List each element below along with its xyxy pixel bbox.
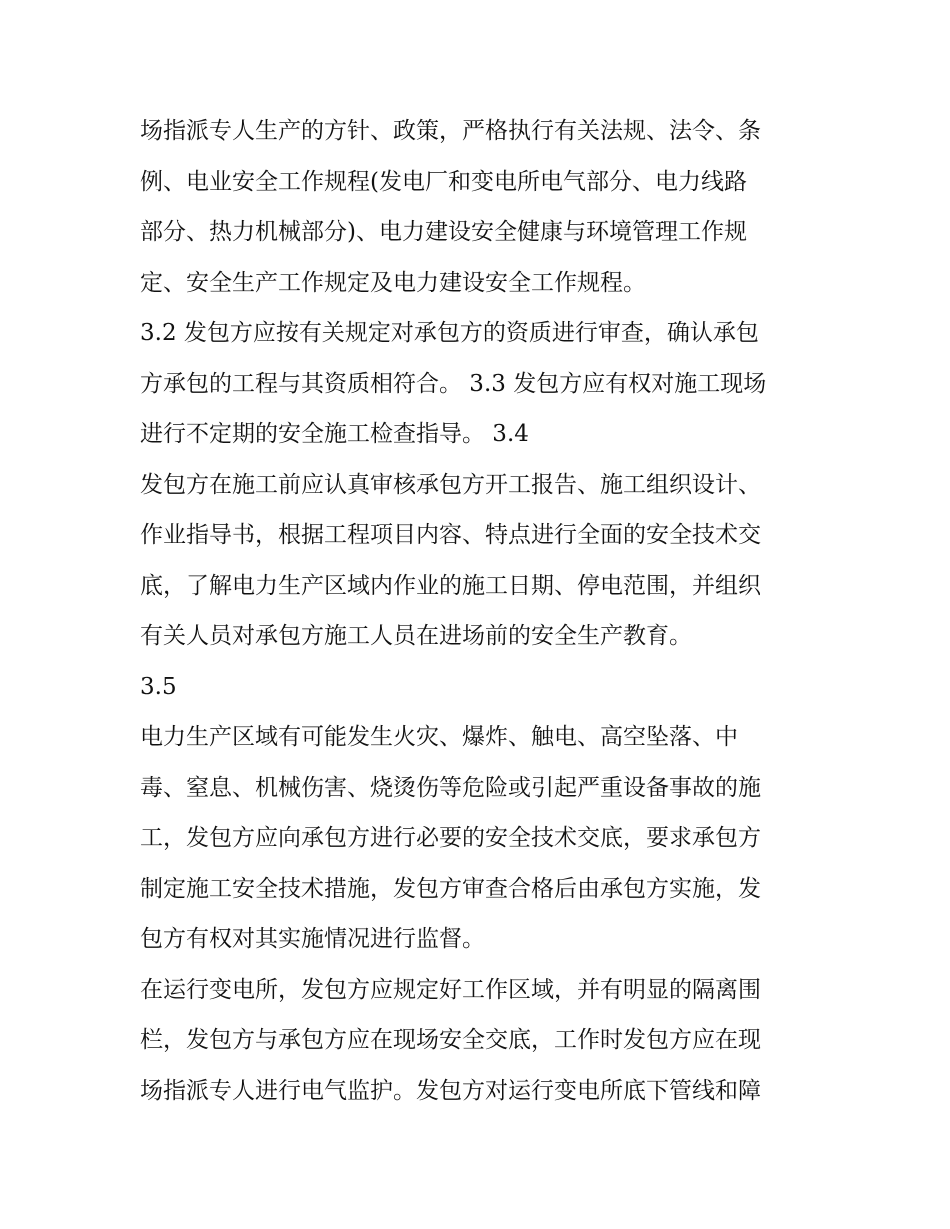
text-line: 栏，发包方与承包方应在现场安全交底，工作时发包方应在现 xyxy=(140,1027,761,1053)
text-line: 部分、热力机械部分)、电力建设安全健康与环境管理工作规 xyxy=(140,219,747,245)
text-line: 例、电业安全工作规程(发电厂和变电所电气部分、电力线路 xyxy=(140,168,747,195)
text-line: 包方有权对其实施情况进行监督。 xyxy=(140,926,485,952)
text-line: 3.2 发包方应按有关规定对承包方的资质进行审查，确认承包 xyxy=(140,320,759,346)
text-line: 毒、窒息、机械伤害、烧烫伤等危险或引起严重设备事故的施 xyxy=(140,774,761,801)
text-line: 电力生产区域有可能发生火灾、爆炸、触电、高空坠落、中 xyxy=(140,724,738,750)
text-line: 场指派专人进行电气监护。发包方对运行变电所底下管线和障 xyxy=(140,1077,761,1104)
text-line: 定、安全生产工作规定及电力建设安全工作规程。 xyxy=(140,269,646,296)
document-body xyxy=(140,106,820,1116)
text-line: 有关人员对承包方施工人员在进场前的安全生产教育。 xyxy=(140,623,692,649)
text-line: 方承包的工程与其资质相符合。 3.3 发包方应有权对施工现场 xyxy=(140,370,767,397)
text-line: 底，了解电力生产区域内作业的施工日期、停电范围，并组织 xyxy=(140,572,761,599)
text-line: 场指派专人生产的方针、政策，严格执行有关法规、法令、条 xyxy=(140,118,761,144)
text-line: 发包方在施工前应认真审核承包方开工报告、施工组织设计、 xyxy=(140,471,761,498)
text-line: 工，发包方应向承包方进行必要的安全技术交底，要求承包方 xyxy=(140,825,761,851)
text-line: 进行不定期的安全施工检查指导。 3.4 xyxy=(140,421,529,447)
text-line: 制定施工安全技术措施，发包方审查合格后由承包方实施，发 xyxy=(140,875,761,902)
text-line: 3.5 xyxy=(140,673,177,700)
text-line: 作业指导书，根据工程项目内容、特点进行全面的安全技术交 xyxy=(140,522,761,548)
text-line: 在运行变电所，发包方应规定好工作区域，并有明显的隔离围 xyxy=(140,976,761,1003)
